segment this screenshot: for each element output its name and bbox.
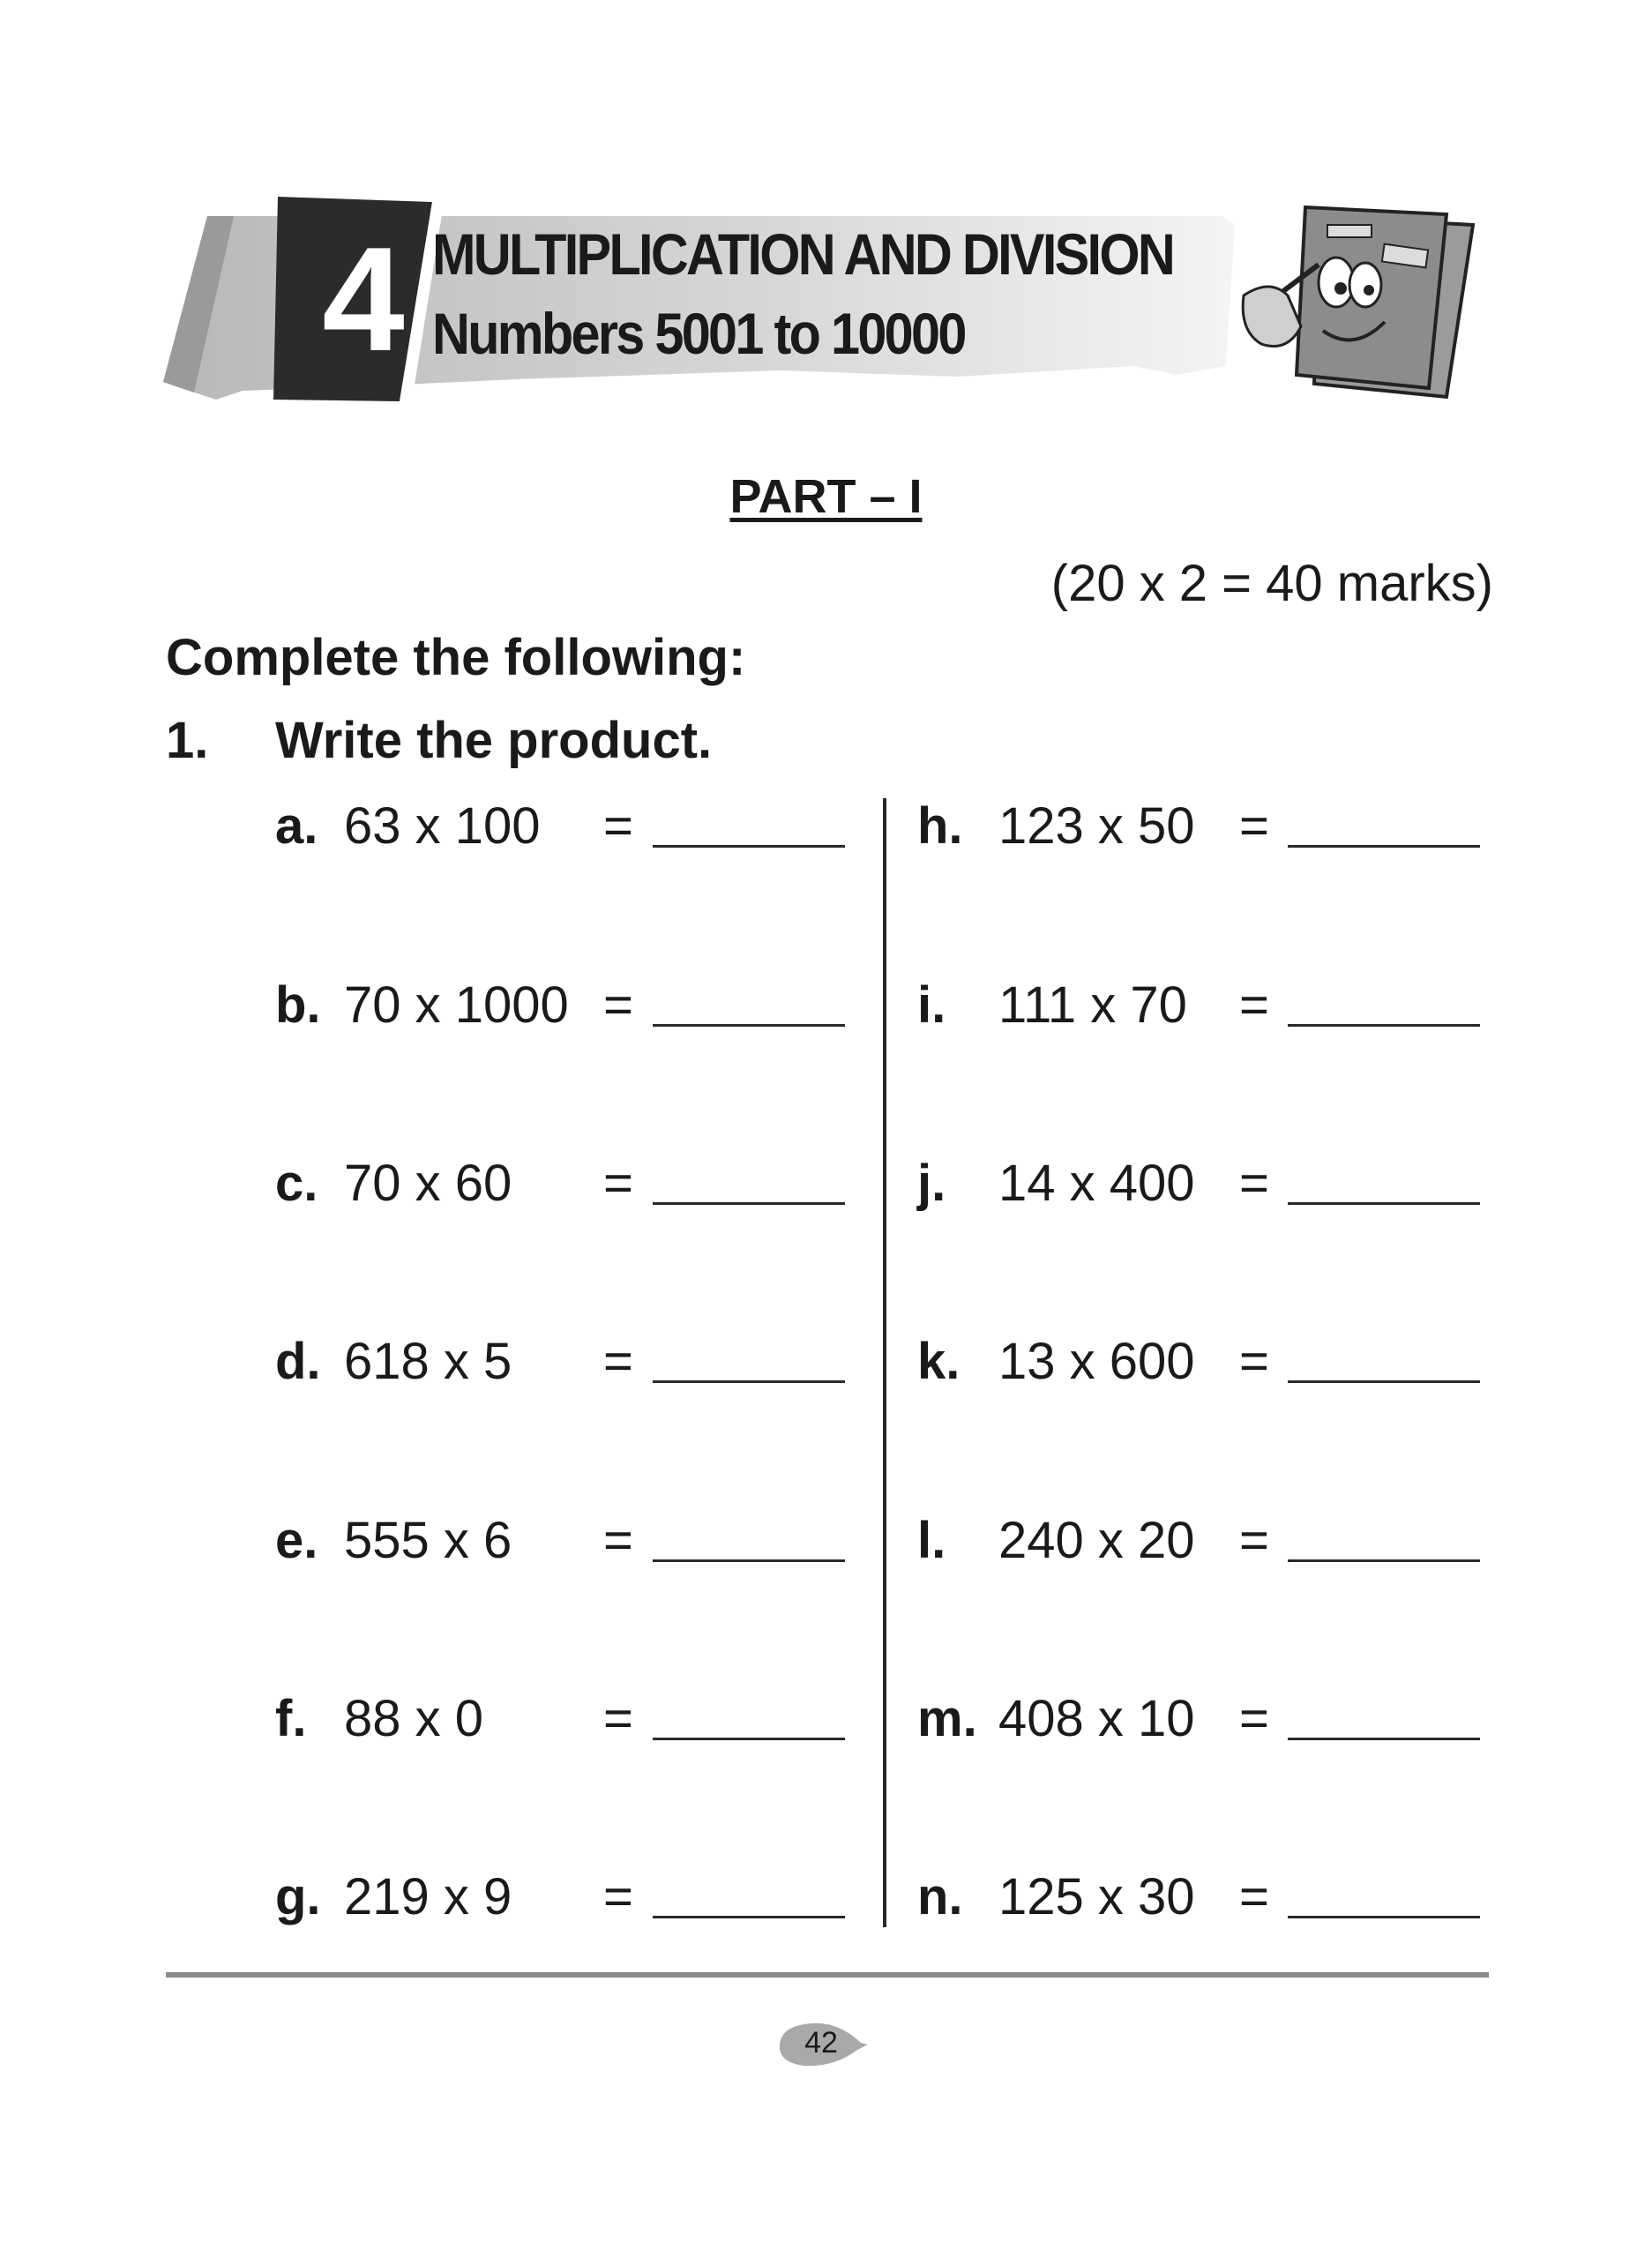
part-heading: PART – I bbox=[729, 470, 923, 523]
item-letter: g. bbox=[275, 1868, 321, 1925]
marks-allocation: (20 x 2 = 40 marks) bbox=[1050, 555, 1493, 612]
item-letter: d. bbox=[275, 1333, 321, 1390]
exercise-item bbox=[917, 1153, 1491, 1215]
answer-blank[interactable] bbox=[653, 845, 845, 848]
item-letter: n. bbox=[917, 1868, 963, 1925]
equals-sign: = bbox=[603, 1690, 633, 1747]
equals-sign: = bbox=[1239, 1155, 1269, 1212]
equals-sign: = bbox=[603, 1155, 633, 1212]
item-letter: i. bbox=[917, 976, 946, 1034]
item-letter: b. bbox=[275, 976, 321, 1034]
answer-blank[interactable] bbox=[1288, 1202, 1480, 1205]
item-expression: 70 x 60 bbox=[344, 1155, 512, 1212]
item-expression: 618 x 5 bbox=[344, 1333, 512, 1390]
item-expression: 13 x 600 bbox=[998, 1333, 1195, 1390]
equals-sign: = bbox=[603, 797, 633, 855]
item-letter: j. bbox=[917, 1155, 946, 1212]
chapter-title: MULTIPLICATION AND DIVISION bbox=[432, 221, 1174, 287]
equals-sign: = bbox=[1239, 1690, 1269, 1747]
chapter-banner bbox=[163, 190, 1235, 415]
exercise-item bbox=[917, 1866, 1491, 1928]
answer-blank[interactable] bbox=[1288, 1738, 1480, 1740]
exercise-item bbox=[917, 796, 1491, 857]
exercise-item bbox=[275, 796, 848, 857]
item-expression: 219 x 9 bbox=[344, 1868, 512, 1925]
exercise-item bbox=[275, 1688, 848, 1750]
answer-blank[interactable] bbox=[653, 1738, 845, 1740]
item-letter: k. bbox=[917, 1333, 961, 1390]
exercise-item bbox=[275, 975, 848, 1036]
item-letter: h. bbox=[917, 797, 963, 855]
page-number: 42 bbox=[804, 2026, 838, 2060]
equals-sign: = bbox=[1239, 1333, 1269, 1390]
answer-blank[interactable] bbox=[1288, 845, 1480, 848]
answer-blank[interactable] bbox=[1288, 1559, 1480, 1562]
cartoon-book-icon bbox=[1235, 198, 1491, 410]
item-letter: e. bbox=[275, 1512, 318, 1569]
item-expression: 14 x 400 bbox=[998, 1155, 1195, 1212]
item-expression: 240 x 20 bbox=[998, 1512, 1195, 1569]
answer-blank[interactable] bbox=[653, 1380, 845, 1383]
footer-rule bbox=[166, 1972, 1489, 1978]
exercise-item bbox=[917, 1510, 1491, 1572]
equals-sign: = bbox=[603, 1333, 633, 1390]
item-letter: m. bbox=[917, 1690, 977, 1747]
answer-blank[interactable] bbox=[1288, 1024, 1480, 1027]
item-expression: 111 x 70 bbox=[998, 976, 1187, 1034]
answer-blank[interactable] bbox=[1288, 1380, 1480, 1383]
column-divider bbox=[883, 798, 886, 1927]
answer-blank[interactable] bbox=[1288, 1916, 1480, 1918]
item-letter: c. bbox=[275, 1155, 318, 1212]
equals-sign: = bbox=[1239, 797, 1269, 855]
chapter-subtitle: Numbers 5001 to 10000 bbox=[432, 301, 965, 366]
exercise-item bbox=[275, 1153, 848, 1215]
exercise-item bbox=[275, 1866, 848, 1928]
exercise-item bbox=[275, 1510, 848, 1572]
item-expression: 88 x 0 bbox=[344, 1690, 483, 1747]
item-expression: 63 x 100 bbox=[344, 797, 541, 855]
item-letter: f. bbox=[275, 1690, 307, 1747]
answer-blank[interactable] bbox=[653, 1024, 845, 1027]
item-letter: l. bbox=[917, 1512, 946, 1569]
question-text: Write the product. bbox=[275, 712, 713, 769]
chapter-number: 4 bbox=[322, 216, 401, 382]
equals-sign: = bbox=[603, 1512, 633, 1569]
answer-blank[interactable] bbox=[653, 1202, 845, 1205]
exercise-item bbox=[917, 1331, 1491, 1393]
item-expression: 70 x 1000 bbox=[344, 976, 569, 1034]
item-expression: 123 x 50 bbox=[998, 797, 1195, 855]
item-expression: 408 x 10 bbox=[998, 1690, 1195, 1747]
item-expression: 125 x 30 bbox=[998, 1868, 1195, 1925]
equals-sign: = bbox=[603, 1868, 633, 1925]
exercise-item bbox=[917, 1688, 1491, 1750]
instruction-text: Complete the following: bbox=[166, 629, 746, 686]
equals-sign: = bbox=[1239, 1868, 1269, 1925]
answer-blank[interactable] bbox=[653, 1916, 845, 1918]
item-letter: a. bbox=[275, 797, 318, 855]
question-number: 1. bbox=[166, 712, 209, 769]
answer-blank[interactable] bbox=[653, 1559, 845, 1562]
equals-sign: = bbox=[603, 976, 633, 1034]
exercise-item bbox=[917, 975, 1491, 1036]
equals-sign: = bbox=[1239, 1512, 1269, 1569]
item-expression: 555 x 6 bbox=[344, 1512, 512, 1569]
exercise-item bbox=[275, 1331, 848, 1393]
equals-sign: = bbox=[1239, 976, 1269, 1034]
